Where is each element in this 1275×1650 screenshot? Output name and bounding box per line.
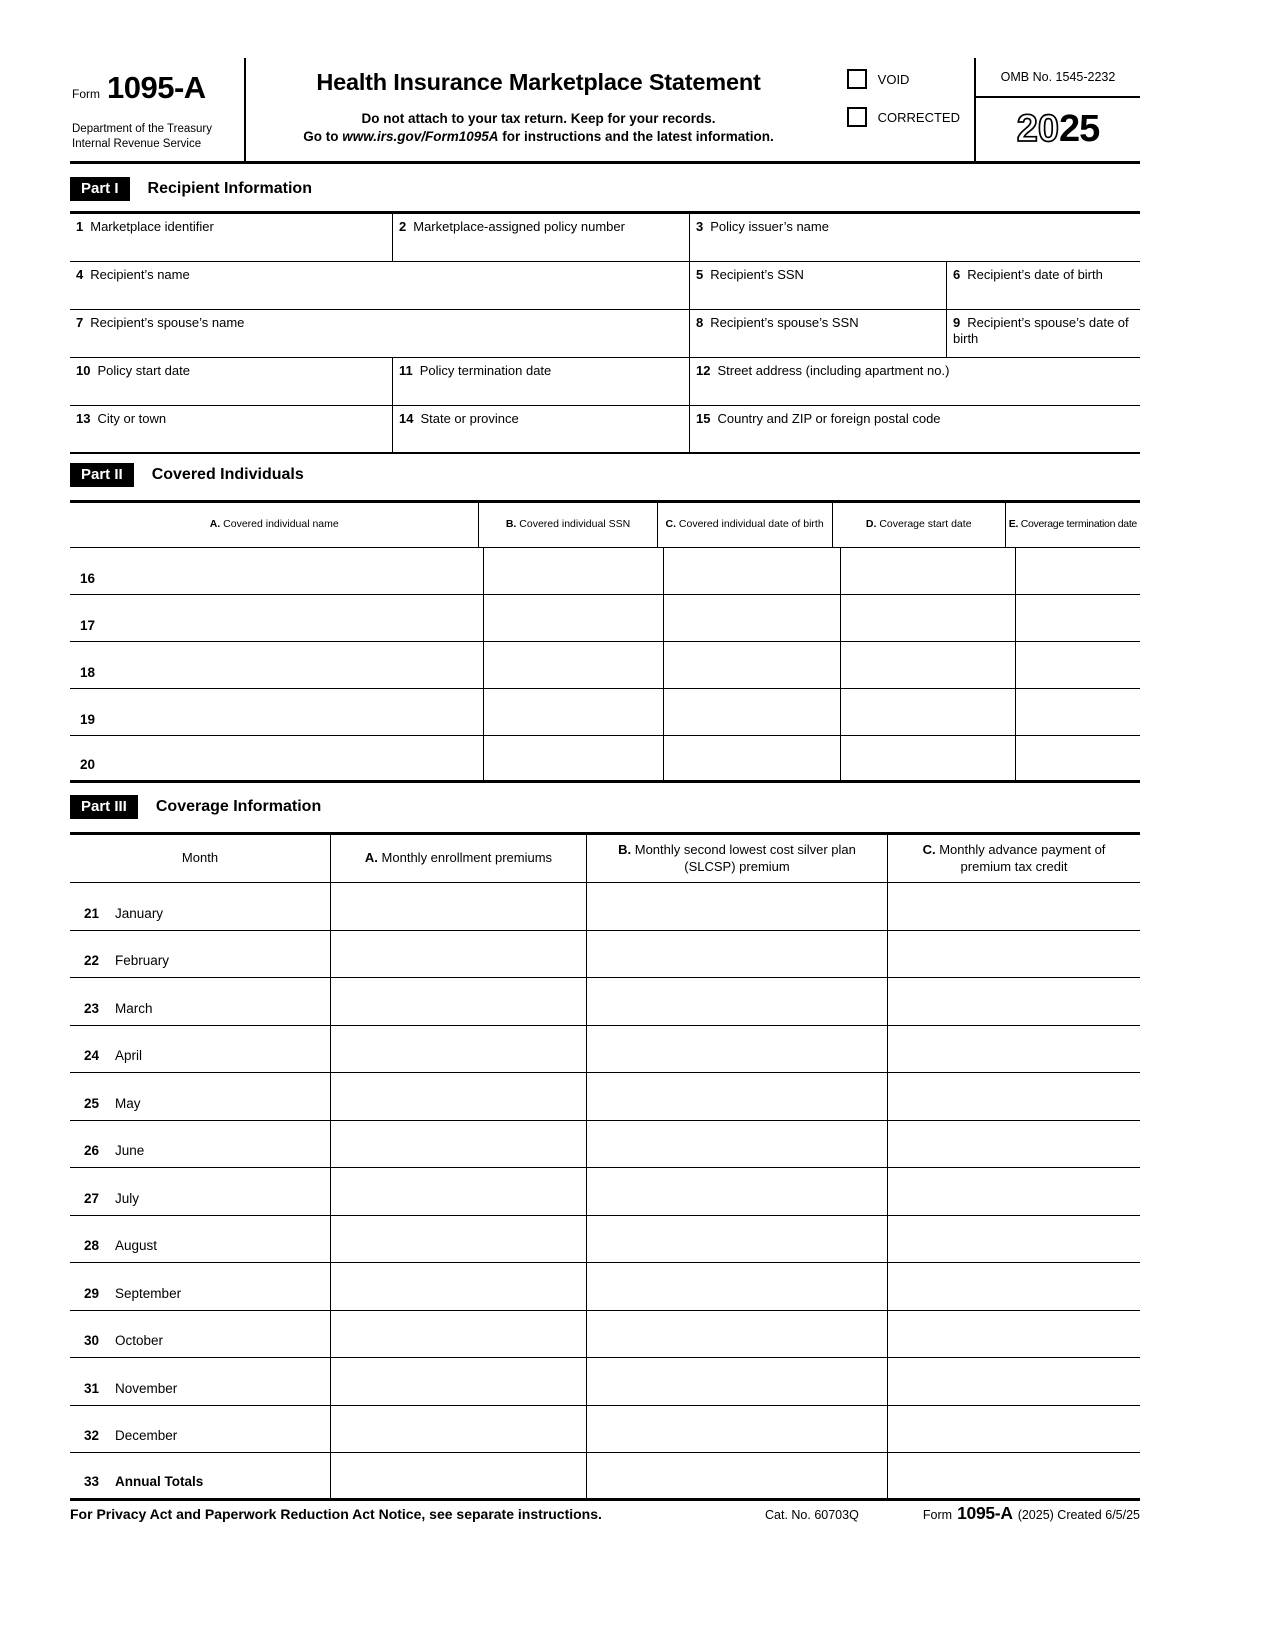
year-outline-digits: 20 — [1016, 108, 1059, 150]
catalog-number: Cat. No. 60703Q — [765, 1508, 859, 1522]
september-premium-input[interactable] — [330, 1263, 586, 1310]
month-name: June — [115, 1143, 145, 1159]
covered-row-19 — [70, 689, 1140, 736]
col-letter: C. — [665, 518, 676, 531]
table-row — [70, 214, 1140, 262]
month-row-july — [70, 1168, 1140, 1216]
field-label: Recipient’s spouse’s SSN — [710, 315, 859, 330]
col-covered-ssn — [478, 503, 656, 547]
row-18-termination-input[interactable] — [1015, 642, 1140, 688]
status-checkboxes — [847, 69, 960, 127]
row-number: 16 — [80, 571, 96, 587]
field-spouse-name[interactable] — [70, 310, 689, 357]
row-17-name-input[interactable] — [70, 595, 483, 641]
field-number: 13 — [76, 411, 91, 426]
field-label: Policy issuer’s name — [710, 219, 829, 234]
month-label — [70, 1026, 330, 1073]
november-premium-input[interactable] — [330, 1358, 586, 1405]
col-coverage-termination — [1005, 503, 1140, 547]
november-aptc-input[interactable] — [887, 1358, 1140, 1405]
coverage-information-table — [70, 832, 1140, 1501]
row-number: 26 — [84, 1143, 100, 1159]
month-row-december — [70, 1406, 1140, 1454]
instruction-line-1: Do not attach to your tax return. Keep for your records. — [361, 111, 716, 126]
field-label: Recipient’s spouse’s name — [90, 315, 245, 330]
field-number: 4 — [76, 267, 84, 282]
field-label: Marketplace-assigned policy number — [413, 219, 625, 234]
col-month — [70, 835, 330, 882]
month-label — [70, 883, 330, 930]
february-aptc-input[interactable] — [887, 931, 1140, 978]
month-row-march — [70, 978, 1140, 1026]
may-slcsp-input[interactable] — [586, 1073, 887, 1120]
covered-row-16 — [70, 548, 1140, 595]
field-marketplace-identifier[interactable] — [70, 214, 392, 261]
col-enrollment-premiums — [330, 835, 586, 882]
field-policy-termination-date[interactable] — [392, 358, 689, 405]
field-spouse-dob[interactable] — [946, 310, 1140, 357]
row-16-name-input[interactable] — [70, 548, 483, 594]
august-slcsp-input[interactable] — [586, 1216, 887, 1263]
field-spouse-ssn[interactable] — [689, 310, 946, 357]
table-row — [70, 310, 1140, 358]
form-word: Form — [72, 87, 100, 101]
month-label — [70, 1121, 330, 1168]
corrected-checkbox[interactable] — [847, 107, 867, 127]
january-premium-input[interactable] — [330, 883, 586, 930]
april-aptc-input[interactable] — [887, 1026, 1140, 1073]
row-18-ssn-input[interactable] — [483, 642, 663, 688]
annual-aptc-input[interactable] — [887, 1453, 1140, 1498]
covered-individuals-table — [70, 500, 1140, 783]
col-label: Covered individual SSN — [519, 518, 631, 531]
field-label: Marketplace identifier — [90, 219, 214, 234]
field-number: 14 — [399, 411, 414, 426]
col-label: Monthly second lowest cost silver plan (SLCSP) premium — [634, 841, 856, 874]
field-number: 5 — [696, 267, 704, 282]
field-label: Recipient’s SSN — [710, 267, 804, 282]
col-letter: A. — [209, 518, 221, 531]
row-20-start-input[interactable] — [840, 736, 1015, 780]
row-17-termination-input[interactable] — [1015, 595, 1140, 641]
month-row-november — [70, 1358, 1140, 1406]
row-20-ssn-input[interactable] — [483, 736, 663, 780]
june-premium-input[interactable] — [330, 1121, 586, 1168]
row-19-start-input[interactable] — [840, 689, 1015, 735]
part3-title: Coverage Information — [155, 798, 322, 815]
row-number: 18 — [80, 665, 96, 681]
december-slcsp-input[interactable] — [586, 1406, 887, 1453]
month-label — [70, 931, 330, 978]
col-label: Coverage termination date — [1020, 518, 1137, 531]
february-premium-input[interactable] — [330, 931, 586, 978]
month-row-february — [70, 931, 1140, 979]
month-row-june — [70, 1121, 1140, 1169]
col-label: Monthly enrollment premiums — [381, 850, 553, 866]
month-name: February — [115, 953, 170, 969]
col-letter: D. — [865, 518, 877, 531]
col-letter: B. — [505, 518, 517, 531]
year-bold-digits: 25 — [1059, 108, 1100, 150]
void-row — [847, 69, 960, 89]
agency-line-2: Internal Revenue Service — [72, 138, 202, 151]
row-number: 24 — [84, 1048, 100, 1064]
january-aptc-input[interactable] — [887, 883, 1140, 930]
row-number: 33 — [84, 1473, 100, 1489]
month-label — [70, 1453, 330, 1498]
month-label — [70, 1358, 330, 1405]
month-name: August — [115, 1238, 158, 1254]
footer-form-word: Form — [922, 1508, 953, 1522]
november-slcsp-input[interactable] — [586, 1358, 887, 1405]
field-label: State or province — [420, 411, 519, 426]
agency-line-1: Department of the Treasury — [72, 122, 212, 135]
october-slcsp-input[interactable] — [586, 1311, 887, 1358]
row-20-name-input[interactable] — [70, 736, 483, 780]
void-checkbox[interactable] — [847, 69, 867, 89]
col-label: Monthly advance payment of premium tax credit — [939, 841, 1106, 874]
month-name: October — [115, 1333, 164, 1349]
july-aptc-input[interactable] — [887, 1168, 1140, 1215]
col-label: Coverage start date — [879, 518, 972, 531]
field-recipient-dob[interactable] — [946, 262, 1140, 309]
header-center — [246, 58, 974, 161]
coverage-header-row — [70, 835, 1140, 883]
col-letter: C. — [922, 841, 936, 857]
part2-header — [70, 462, 1140, 488]
part2-badge: Part II — [70, 463, 134, 487]
august-premium-input[interactable] — [330, 1216, 586, 1263]
col-letter: B. — [618, 841, 632, 857]
row-16-ssn-input[interactable] — [483, 548, 663, 594]
field-recipient-ssn[interactable] — [689, 262, 946, 309]
february-slcsp-input[interactable] — [586, 931, 887, 978]
row-18-start-input[interactable] — [840, 642, 1015, 688]
void-label: VOID — [877, 71, 910, 87]
field-number: 15 — [696, 411, 711, 426]
month-name: September — [115, 1285, 182, 1301]
footer-form-id — [923, 1503, 1140, 1524]
row-17-start-input[interactable] — [840, 595, 1015, 641]
field-label: Policy start date — [97, 363, 190, 378]
go-to-suffix: for instructions and the latest information. — [498, 129, 774, 144]
table-row — [70, 406, 1140, 454]
august-aptc-input[interactable] — [887, 1216, 1140, 1263]
part1-header — [70, 176, 1140, 202]
annual-premium-input[interactable] — [330, 1453, 586, 1498]
table-row — [70, 262, 1140, 310]
form-number: 1095-A — [107, 70, 206, 105]
corrected-row — [847, 107, 960, 127]
month-label — [70, 1263, 330, 1310]
col-advance-payment — [887, 835, 1140, 882]
row-20-termination-input[interactable] — [1015, 736, 1140, 780]
field-recipient-name[interactable] — [70, 262, 689, 309]
month-row-may — [70, 1073, 1140, 1121]
form-number-line — [72, 70, 236, 106]
omb-number: OMB No. 1545-2232 — [976, 58, 1140, 98]
go-to-prefix: Go to — [303, 129, 343, 144]
corrected-label: CORRECTED — [877, 109, 960, 125]
december-premium-input[interactable] — [330, 1406, 586, 1453]
annual-totals-row — [70, 1453, 1140, 1501]
row-number: 25 — [84, 1095, 100, 1111]
form-header — [70, 58, 1140, 164]
row-number: 20 — [80, 757, 96, 773]
april-slcsp-input[interactable] — [586, 1026, 887, 1073]
row-16-start-input[interactable] — [840, 548, 1015, 594]
field-number: 6 — [953, 267, 961, 282]
field-state[interactable] — [392, 406, 689, 452]
form-title: Health Insurance Marketplace Statement — [316, 69, 761, 95]
october-premium-input[interactable] — [330, 1311, 586, 1358]
field-city[interactable] — [70, 406, 392, 452]
june-slcsp-input[interactable] — [586, 1121, 887, 1168]
row-number: 30 — [84, 1333, 100, 1349]
part2-title: Covered Individuals — [151, 466, 304, 483]
month-label — [70, 1168, 330, 1215]
month-name: December — [115, 1428, 178, 1444]
col-label: Covered individual date of birth — [678, 518, 824, 531]
september-aptc-input[interactable] — [887, 1263, 1140, 1310]
field-label: Recipient’s date of birth — [967, 267, 1103, 282]
field-number: 7 — [76, 315, 84, 330]
form-number-block — [70, 58, 246, 161]
row-19-ssn-input[interactable] — [483, 689, 663, 735]
july-premium-input[interactable] — [330, 1168, 586, 1215]
row-19-name-input[interactable] — [70, 689, 483, 735]
covered-row-17 — [70, 595, 1140, 642]
month-label — [70, 978, 330, 1025]
december-aptc-input[interactable] — [887, 1406, 1140, 1453]
row-number: 28 — [84, 1238, 100, 1254]
field-label: Recipient’s spouse’s date of birth — [953, 315, 1129, 347]
col-letter: E. — [1008, 518, 1019, 531]
col-coverage-start — [832, 503, 1005, 547]
field-label: Country and ZIP or foreign postal code — [717, 411, 941, 426]
field-number: 9 — [953, 315, 961, 330]
row-number: 27 — [84, 1190, 100, 1206]
row-number: 19 — [80, 712, 96, 728]
part1-title: Recipient Information — [147, 180, 312, 197]
month-row-october — [70, 1311, 1140, 1359]
field-policy-issuer-name[interactable] — [689, 214, 1140, 261]
row-19-dob-input[interactable] — [663, 689, 840, 735]
row-number: 17 — [80, 618, 96, 634]
field-number: 2 — [399, 219, 407, 234]
covered-row-20 — [70, 736, 1140, 783]
part3-header — [70, 794, 1140, 820]
month-name: March — [115, 1000, 153, 1016]
month-label — [70, 1073, 330, 1120]
field-country-zip[interactable] — [689, 406, 1140, 452]
month-row-january — [70, 883, 1140, 931]
month-row-september — [70, 1263, 1140, 1311]
instruction-line-2 — [246, 129, 831, 144]
col-letter: A. — [364, 850, 378, 866]
march-slcsp-input[interactable] — [586, 978, 887, 1025]
row-19-termination-input[interactable] — [1015, 689, 1140, 735]
field-number: 10 — [76, 363, 91, 378]
march-aptc-input[interactable] — [887, 978, 1140, 1025]
row-18-dob-input[interactable] — [663, 642, 840, 688]
footer-form-number: 1095-A — [957, 1503, 1013, 1523]
field-label: Policy termination date — [419, 363, 552, 378]
row-number: 23 — [84, 1000, 100, 1016]
may-premium-input[interactable] — [330, 1073, 586, 1120]
agency-block — [72, 122, 236, 153]
field-street-address[interactable] — [689, 358, 1140, 405]
field-number: 1 — [76, 219, 84, 234]
footer-form-suffix: (2025) Created 6/5/25 — [1017, 1508, 1140, 1522]
recipient-information-table — [70, 211, 1140, 454]
row-number: 32 — [84, 1428, 100, 1444]
col-slcsp-premium — [586, 835, 887, 882]
part3-badge: Part III — [70, 795, 138, 819]
month-label — [70, 1406, 330, 1453]
row-17-ssn-input[interactable] — [483, 595, 663, 641]
covered-individuals-header-row — [70, 503, 1140, 548]
month-name: July — [115, 1190, 140, 1206]
field-number: 12 — [696, 363, 711, 378]
month-name: May — [115, 1095, 141, 1111]
col-label: Month — [181, 850, 219, 866]
field-label: Recipient’s name — [90, 267, 190, 282]
january-slcsp-input[interactable] — [586, 883, 887, 930]
privacy-act-notice: For Privacy Act and Paperwork Reduction Act Notice, see separate instructions. — [70, 1506, 602, 1522]
row-number: 31 — [84, 1380, 100, 1396]
october-aptc-input[interactable] — [887, 1311, 1140, 1358]
col-label: Covered individual name — [223, 518, 339, 531]
field-label: City or town — [97, 411, 167, 426]
row-20-dob-input[interactable] — [663, 736, 840, 780]
table-row — [70, 358, 1140, 406]
march-premium-input[interactable] — [330, 978, 586, 1025]
irs-url: www.irs.gov/Form1095A — [342, 129, 499, 144]
month-label — [70, 1311, 330, 1358]
month-name: Annual Totals — [115, 1473, 204, 1489]
row-17-dob-input[interactable] — [663, 595, 840, 641]
field-number: 8 — [696, 315, 704, 330]
row-16-termination-input[interactable] — [1015, 548, 1140, 594]
covered-row-18 — [70, 642, 1140, 689]
month-name: November — [115, 1380, 178, 1396]
month-name: April — [115, 1048, 143, 1064]
header-text-block — [246, 58, 831, 144]
field-policy-start-date[interactable] — [70, 358, 392, 405]
col-covered-dob — [657, 503, 832, 547]
april-premium-input[interactable] — [330, 1026, 586, 1073]
july-slcsp-input[interactable] — [586, 1168, 887, 1215]
row-number: 29 — [84, 1285, 100, 1301]
row-16-dob-input[interactable] — [663, 548, 840, 594]
part1-badge: Part I — [70, 177, 130, 201]
row-number: 21 — [84, 905, 100, 921]
month-row-august — [70, 1216, 1140, 1264]
col-covered-name — [70, 503, 478, 547]
field-number: 11 — [399, 363, 413, 378]
month-row-april — [70, 1026, 1140, 1074]
annual-slcsp-input[interactable] — [586, 1453, 887, 1498]
september-slcsp-input[interactable] — [586, 1263, 887, 1310]
field-label: Street address (including apartment no.) — [717, 363, 950, 378]
june-aptc-input[interactable] — [887, 1121, 1140, 1168]
row-number: 22 — [84, 953, 100, 969]
month-name: January — [115, 905, 164, 921]
omb-year-block — [974, 58, 1140, 161]
row-18-name-input[interactable] — [70, 642, 483, 688]
field-policy-number[interactable] — [392, 214, 689, 261]
month-label — [70, 1216, 330, 1263]
tax-year — [976, 98, 1140, 161]
may-aptc-input[interactable] — [887, 1073, 1140, 1120]
field-number: 3 — [696, 219, 704, 234]
